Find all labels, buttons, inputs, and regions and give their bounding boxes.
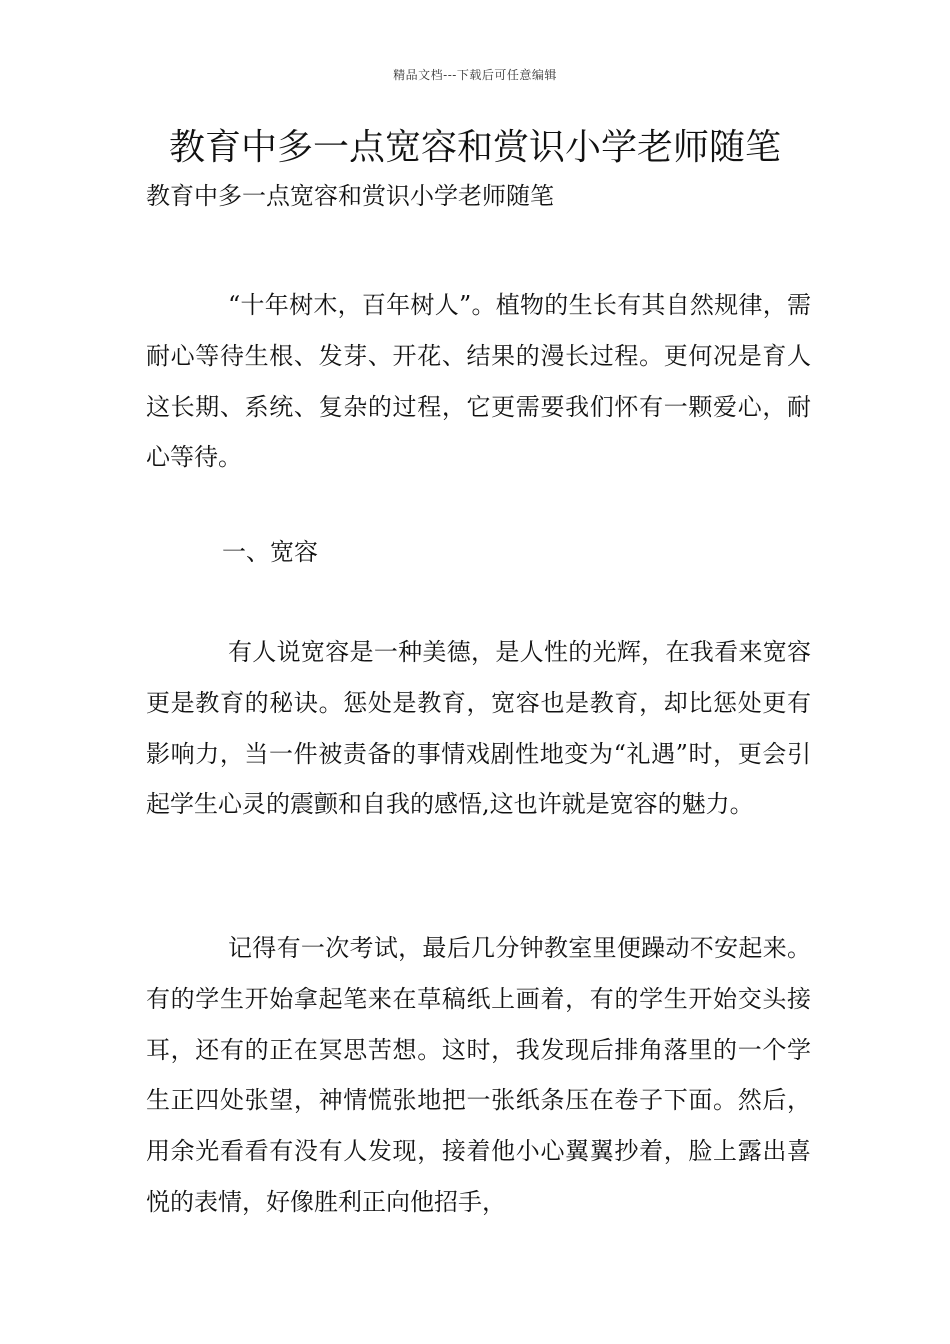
header-note: 精品文档---下载后可任意编辑 (393, 68, 557, 82)
document-title: 教育中多一点宽容和赏识小学老师随笔 (168, 127, 781, 168)
intro-paragraph: “十年树木，百年树人”。植物的生长有其自然规律，需耐心等待生根、发芽、开花、结果的漫长过程。更何况是育人这长期、系统、复杂的过程，它更需要我们怀有一颗爱心，耐心等待。 (146, 291, 811, 472)
document-subtitle: 教育中多一点宽容和赏识小学老师随笔 (146, 182, 554, 210)
tolerance-paragraph-1: 有人说宽容是一种美德，是人性的光辉，在我看来宽容更是教育的秘诀。惩处是教育，宽容也是教育，却比惩处更有影响力，当一件被责备的事情戏剧性地变为“礼遇”时，更会引起学生心灵的震颤和自我的感悟,这也许就是宽容的魅力。 (146, 638, 811, 819)
tolerance-paragraph-2: 记得有一次考试，最后几分钟教室里便躁动不安起来。有的学生开始拿起笔来在草稿纸上画着，有的学生开始交头接耳，还有的正在冥思苦想。这时，我发现后排角落里的一个学生正四处张望，神情慌张地把一张纸条压在卷子下面。然后，用余光看看有没有人发现，接着他小心翼翼抄着，脸上露出喜悦的表情，好像胜利正向他招手， (146, 934, 811, 1216)
section-heading-tolerance: 一、宽容 (222, 538, 318, 566)
